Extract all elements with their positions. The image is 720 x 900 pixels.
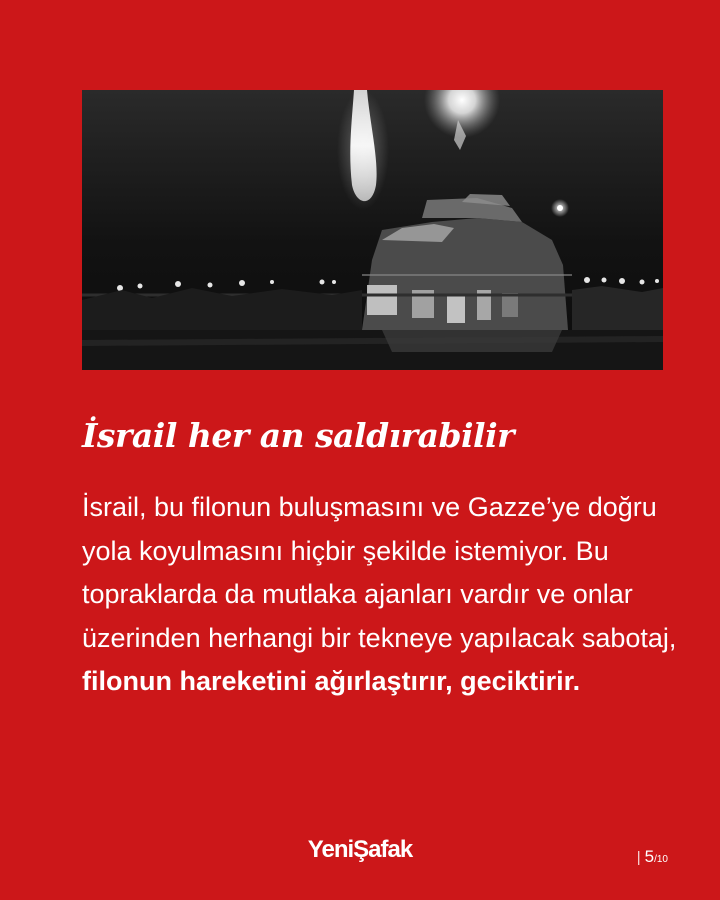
page-separator: | bbox=[636, 849, 641, 866]
page-current: 5 bbox=[644, 847, 655, 866]
body-paragraph bbox=[82, 486, 682, 704]
page-total: /10 bbox=[654, 854, 668, 865]
body-emphasis: filonun hareketini ağırlaştırır, geciktirir. bbox=[82, 666, 581, 696]
headline: İsrail her an saldırabilir bbox=[82, 416, 515, 455]
page-indicator bbox=[637, 847, 668, 867]
yeni-safak-logo: YeniŞafak bbox=[307, 836, 413, 863]
body-text: İsrail, bu filonun buluşmasını ve Gazze’ye doğru yola koyulmasını hiçbir şekilde istemiyor. Bu topraklarda da mutlaka ajanları vardır ve onlar üzerinden herhangi bir tekneye yapılacak sabotaj, bbox=[82, 492, 677, 653]
news-photo bbox=[82, 90, 663, 370]
